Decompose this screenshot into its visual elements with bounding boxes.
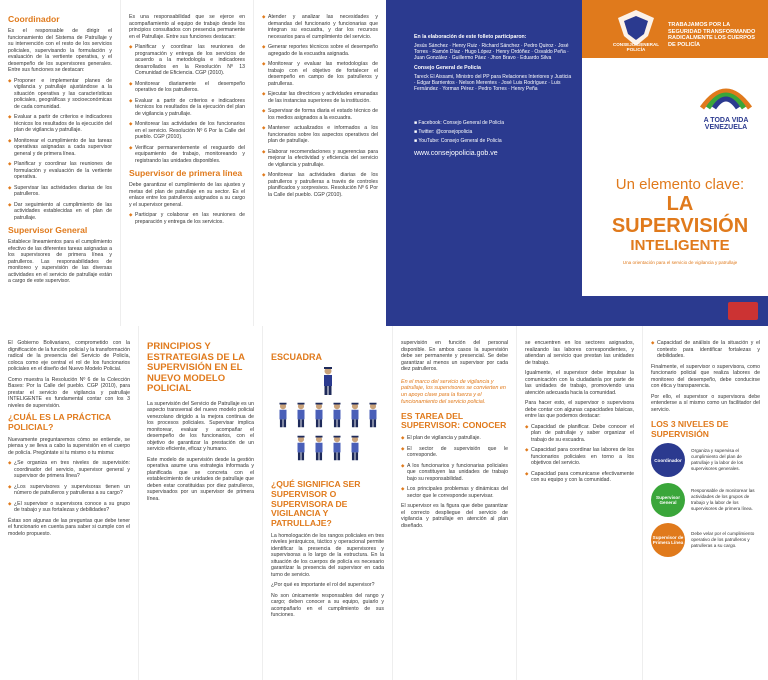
- credits-heading: En la elaboración de este folleto participaron:: [414, 34, 527, 40]
- bullet: ◆ Capacidad para comunicarse efectivamente con su equipo y con la comunidad.: [525, 471, 634, 484]
- heading-que-significa: ¿QUÉ SIGNIFICA SER SUPERVISOR O SUPERVISORA DE VIGILANCIA Y PATRULLAJE?: [271, 479, 361, 529]
- paragraph: Por ello, el supervisor o supervisora debe entenderse a sí mismo como un facilitador del servicio.: [651, 393, 760, 413]
- level-circle: Coordinador: [651, 443, 685, 477]
- patrullero-icon: [330, 401, 344, 429]
- bullet: ◆ Participar y colaborar en las reuniones de preparación y entrega de los servicios.: [129, 212, 245, 225]
- paragraph: supervisión en función del personal disponible. En ambos casos la supervisión debe ser permanente y presencial. Se debe garantizar al menos un supervisor por cada diez patrulleros.: [401, 340, 508, 372]
- credits-names: Jesús Sánchez · Henry Ruiz · Richard Sánchez · Pedro Quiroz · José Torres · Ramón Díaz · Hugo López · Henry Ordóñez · Osvaldo Peña · Juan González · Guillermo Páez · Jhon Bravo · Eduardo Silva: [414, 43, 569, 61]
- cover-title: [600, 176, 760, 265]
- bullet: ◆ Capacidad para coordinar las labores de los funcionarios policiales en torno a los objetivos del servicio.: [525, 447, 634, 467]
- level-circle: Supervisor General: [651, 483, 685, 517]
- bullet: ◆ Monitorear las actividades de los funcionarios en el servicio. Resolución Nº 6 Por la Calle del pueblo. CGP (2010).: [129, 121, 245, 141]
- bullet: ◆ El sector de supervisión que le corresponde.: [401, 446, 508, 459]
- level-row: [651, 523, 760, 557]
- blue-strip: [386, 0, 406, 326]
- social-youtube[interactable]: ■ YouTube: Consejo General de Policía: [414, 138, 502, 144]
- paragraph: se encuentren en los sectores asignados, realizando las labores correspondientes, y atiendan al servicio que prestan las unidades de trabajo.: [525, 340, 634, 366]
- bullet: ◆ Generar reportes técnicos sobre el desempeño agregado de la escuadra asignada.: [262, 44, 378, 57]
- question: ◆ ¿El supervisor o supervisora conoce a su grupo de trabajo y sus fortalezas y debilidades?: [8, 501, 130, 514]
- paragraph: Este modelo de supervisión desde la gestión operativa asume una estrategia informada y planificada que se concreta con el establecimiento de unidades de patrullaje que deben estar constituidas por diez patrulleros, supervisados por un supervisor de primera línea.: [147, 456, 254, 502]
- heading-principios: PRINCIPIOS Y ESTRATEGIAS DE LA SUPERVISIÓN EN EL NUEVO MODELO POLICIAL: [147, 341, 245, 394]
- bullet: ◆ Evaluar a partir de criterios e indicadores técnicos los resultados de la ejecución del plan de vigilancia y patrullaje.: [8, 114, 112, 134]
- heading-escuadra: ESCUADRA: [271, 352, 323, 362]
- bullet: ◆ Ejecutar las directrices y actividades emanadas de las instancias superiores de la institución.: [262, 91, 378, 104]
- social-facebook[interactable]: ■ Facebook: Consejo General de Policía: [414, 120, 505, 126]
- heading-3-niveles: LOS 3 NIVELES DE SUPERVISIÓN: [651, 419, 729, 439]
- patrullero-icon: [330, 434, 344, 462]
- title-line-3: INTELIGENTE: [630, 237, 730, 254]
- level-circle: Supervisor de Primera Línea: [651, 523, 685, 557]
- level-row: [651, 483, 760, 517]
- inside-panel-5: [516, 326, 642, 680]
- question: ◆ ¿Los supervisores y supervisoras tienen un número de patrulleros y patrulleras a su cargo?: [8, 484, 130, 497]
- paragraph: El supervisor es la figura que debe garantizar el correcto despliegue del servicio de vigilancia y patrullaje en atención al plan diseñado.: [401, 503, 508, 529]
- bullet: ◆ Elaborar recomendaciones y sugerencias para mejorar la efectividad y eficiencia del servicio de vigilancia y patrullaje.: [262, 149, 378, 169]
- bullet: ◆ Los principales problemas y dinámicas del sector que le corresponde supervisar.: [401, 486, 508, 499]
- panel-roles-2: [120, 0, 253, 326]
- paragraph: No son únicamente responsables del rango y cargo; deben conocer a su equipo, guiarlo y acompañarlo en el cumplimiento de sus funciones.: [271, 592, 384, 619]
- credits-heading-2: Consejo General de Policía: [414, 65, 481, 71]
- heading-supervisor-primera-linea: Supervisor de primera línea: [129, 168, 243, 178]
- paragraph: Establece lineamientos para el cumplimiento efectivo de las diferentes tareas asignadas a los supervisores de primera línea y patrulleros. Las responsabilidades de monitoreo y supervisión de las diversas actividades en el servicio de patrullaje están a cargo de este supervisor.: [8, 239, 112, 284]
- bullet: ◆ Supervisar de forma diaria el estado técnico de los medios asignados a la escuadra.: [262, 108, 378, 121]
- logo-text: CONSEJO GENERAL POLICÍA: [612, 42, 660, 52]
- bullet: ◆ Capacidad de planificar. Debe conocer el plan de patrullaje y saber organizar el trabajo de su escuadra.: [525, 424, 634, 444]
- paragraph: Éstas son algunas de las preguntas que debe tener el funcionario en cuenta para saber si cumple con el modelo propuesto.: [8, 517, 130, 537]
- paragraph: Igualmente, el supervisor debe impulsar la comunicación con la ciudadanía por parte de las unidades de trabajo, promoviendo una atención adecuada hacia la comunidad.: [525, 370, 634, 396]
- lead-quote: En el marco del servicio de vigilancia y patrullaje, los supervisores se convierten en un apoyo clave para la fuerza y el funcionamiento del servicio policial.: [401, 378, 506, 405]
- panel-roles-1: [0, 0, 120, 326]
- escuadra-illustration: [271, 366, 384, 476]
- heading-tarea-supervisor: ES TAREA DEL SUPERVISOR: CONOCER: [401, 410, 507, 431]
- paragraph: Nuevamente preguntaremos cómo se entiende, se piensa y se lleva a cabo la supervisión en el cuerpo de policía. Pregúntate si tu mismo o tu misma:: [8, 436, 130, 456]
- paragraph: Para hacer esto, el supervisor o supervisora debe contar con algunas capacidades básicas, entre las que podemos destacar:: [525, 400, 634, 419]
- level-row: [651, 443, 760, 477]
- bullet: ◆ Dar seguimiento al cumplimiento de las actividades establecidas en el plan de patrullaje.: [8, 202, 112, 222]
- bullet: ◆ Planificar y coordinar las reuniones de formulación y evaluación de la vertiente operativa.: [8, 161, 112, 181]
- question: ◆ ¿Se organiza en tres niveles de supervisión: coordinador del servicio, supervisor general y supervisor de primera línea?: [8, 460, 130, 480]
- bullet: ◆ Proponer e implementar planes de vigilancia y patrullaje ajustándose a la situación operativa y las características policiales, geográficas y socioeconómicas de cada comunidad.: [8, 78, 112, 111]
- bullet: ◆ Monitorear las actividades diarias de los patrulleros y patrulleras a través de controles planificados y sorpresivos. Resolución Nº 6 Por la Calle del pueblo. CGP (2010).: [262, 172, 378, 198]
- paragraph: ¿Por qué es importante el rol del supervisor?: [271, 582, 375, 589]
- bullet: ◆ El plan de vigilancia y patrullaje.: [401, 435, 508, 442]
- inside-panel-3: [262, 326, 392, 680]
- panel-roles-3: [253, 0, 386, 326]
- patrullero-icon: [348, 401, 362, 429]
- bullet: ◆ Monitorear diariamente el desempeño operativo de los patrulleros.: [129, 81, 245, 94]
- social-twitter[interactable]: ■ Twitter: @consejopolicia: [414, 129, 473, 135]
- bullet: ◆ Mantener actualizados e informados a los funcionarios sobre los aspectos operativos del plan de patrullaje.: [262, 125, 378, 145]
- cgp-logo: [612, 8, 660, 52]
- panel-credits: [406, 0, 582, 326]
- cover-tagline: TRABAJAMOS POR LA SEGURIDAD TRANSFORMANDO RADICALMENTE LOS CUERPOS DE POLICÍA: [668, 22, 756, 48]
- supervisor-officer-icon: [271, 366, 384, 401]
- heading-supervisor-general: Supervisor General: [8, 225, 88, 235]
- paragraph: El Gobierno Bolivariano, comprometido con la dignificación de la función policial y la transformación radical de la presencia del Servicio de Policía, coloca como eje central el rol de los funcionarios policiales en el diseño del Nuevo Modelo Policial.: [8, 340, 130, 372]
- inside-panel-1: [0, 326, 138, 680]
- bullet: ◆ Planificar y coordinar las reuniones de programación y entrega de los servicios de acuerdo a la metodología e indicadores desarrollados en la Resolución Nº 13 Comunidad de Eficiencia. CGP (2010).: [129, 44, 245, 77]
- inside-panel-2: [138, 326, 262, 680]
- heading-coordinador: Coordinador: [8, 14, 60, 24]
- bullet: ◆ Atender y analizar las necesidades y demandas del funcionario y funcionarias que integran su escuadra, y dar los recursos necesarios para el cumplimiento del servicio.: [262, 14, 378, 40]
- heading-practica-policial: ¿CUÁL ES LA PRÁCTICA POLICIAL?: [8, 412, 111, 432]
- bullet: ◆ Monitorear y evaluar las metodologías de trabajo con el objetivo de fortalecer el desempeño en campo de los patrulleros y patrulleras.: [262, 61, 378, 87]
- patrullero-icon: [312, 401, 326, 429]
- credits-names-2: Tareck El Aissami, Ministro del PP para Relaciones Interiores y Justicia · Edgar Barrientos · Nelson Merentes · José Luis Rodríguez · Luis Fernández · Yorman Pérez · Pedro Torres · Henry Peña: [414, 74, 572, 92]
- levels-diagram: [651, 443, 760, 557]
- title-line-1: Un elemento clave:: [615, 176, 745, 193]
- twitter-icon: ■: [414, 129, 419, 135]
- paragraph: La supervisión del Servicio de Patrullaje es un aspecto transversal del nuevo modelo policial venezolano dirigido a la mejora continua de los procesos policiales. Supervisar implica monitorear, evaluar y acompañar el desempeño de los funcionarios, con el objetivo de garantizar la prestación de un servicio eficiente, eficaz y humano.: [147, 400, 254, 452]
- paragraph: Es una responsabilidad que se ejerce en acompañamiento al equipo de trabajo desde los principios consultados con presencia permanente en el Patrullaje. Entre sus funciones destacan:: [129, 14, 245, 40]
- bullet: ◆ A los funcionarios y funcionarias policiales que constituyen las unidades de trabajo bajo su responsabilidad.: [401, 463, 508, 483]
- paragraph: Como muestra la Resolución Nº 6 de la Colección Bases: Por la Calle del pueblo. CGP (2010), para prestar el servicio de vigilancia y patrullaje INTELIGENTE es fundamental contar con los 3 niveles de supervisión.: [8, 376, 130, 409]
- youtube-icon: ■: [414, 138, 419, 144]
- level-description: Debe velar por el cumplimiento operativo de los patrulleros y patrulleras a su cargo.: [691, 531, 755, 548]
- cover-subtitle: Una orientación para el servicio de vigilancia y patrullaje: [622, 260, 738, 265]
- bullet: ◆ Supervisar las actividades diarias de los patrulleros.: [8, 185, 112, 198]
- footer-logo-icon: [728, 302, 758, 320]
- level-description: Responsable de monitorear las actividades de los grupos de trabajo y la labor de los supervisores de primera línea.: [691, 488, 755, 511]
- paragraph: La homologación de los rangos policiales en tres niveles jerárquicos, táctico y operacional permite identificar la presencia de supervisores y supervisoras a lo largo de la estructura. En la situación de los cuerpos de policía es necesario garantizar la presencia del supervisor en cada turno de servicio.: [271, 532, 384, 578]
- a-toda-vida-badge: A TODA VIDA VENEZUELA: [696, 80, 756, 124]
- bullet: ◆ Evaluar a partir de criterios e indicadores técnicos los resultados de la ejecución del plan de vigilancia y patrullaje.: [129, 98, 245, 118]
- brochure-outside: [0, 0, 768, 326]
- paragraph: Finalmente, el supervisor o supervisora, como funcionario policial que realiza labores de monitoreo del desempeño, debe conducirse con ética y transparencia.: [651, 363, 760, 389]
- patrullero-icon: [276, 401, 290, 429]
- bullet: ◆ Capacidad de análisis de la situación y el contexto para identificar fortalezas y debilidades.: [651, 340, 760, 360]
- facebook-icon: ■: [414, 120, 419, 126]
- patrullero-icon: [294, 401, 308, 429]
- paragraph: Debe garantizar el cumplimiento de las ajustes y metas del plan de patrullaje en su sector. Es el enlace entre los patrulleros asignados a su cargo y el supervisor general.: [129, 182, 245, 208]
- inside-panel-6: [642, 326, 768, 680]
- paragraph: Es el responsable de dirigir el funcionamiento del Sistema de Patrullaje y su intervención con el resto de los servicios policiales, supervisando la formulación y evaluación de la vertiente operativa, y el desempeño de los supervisores generales. Entre sus funciones se destacan:: [8, 28, 112, 73]
- title-line-2: LA SUPERVISIÓN: [611, 193, 749, 237]
- patrullero-icon: [348, 434, 362, 462]
- bullet: ◆ Monitorear el cumplimiento de las tareas operativas asignadas a cada supervisor general y de primera línea.: [8, 138, 112, 158]
- patrullero-icon: [312, 434, 326, 462]
- cover-footer: [582, 296, 768, 326]
- bullet: ◆ Verificar permanentemente el resguardo del equipamiento de trabajo, monitoreando y registrando las unidades disponibles.: [129, 145, 245, 165]
- patrullero-icon: [294, 434, 308, 462]
- brochure-inside: [0, 326, 768, 680]
- level-description: Organiza y supervisa el cumplimiento del plan de patrullaje y la labor de los supervisores generales.: [691, 448, 744, 471]
- website-link[interactable]: www.consejopolicia.gob.ve: [414, 150, 498, 157]
- cover-header: [582, 0, 768, 58]
- inside-panel-4: [392, 326, 516, 680]
- patrullero-icon: [366, 401, 380, 429]
